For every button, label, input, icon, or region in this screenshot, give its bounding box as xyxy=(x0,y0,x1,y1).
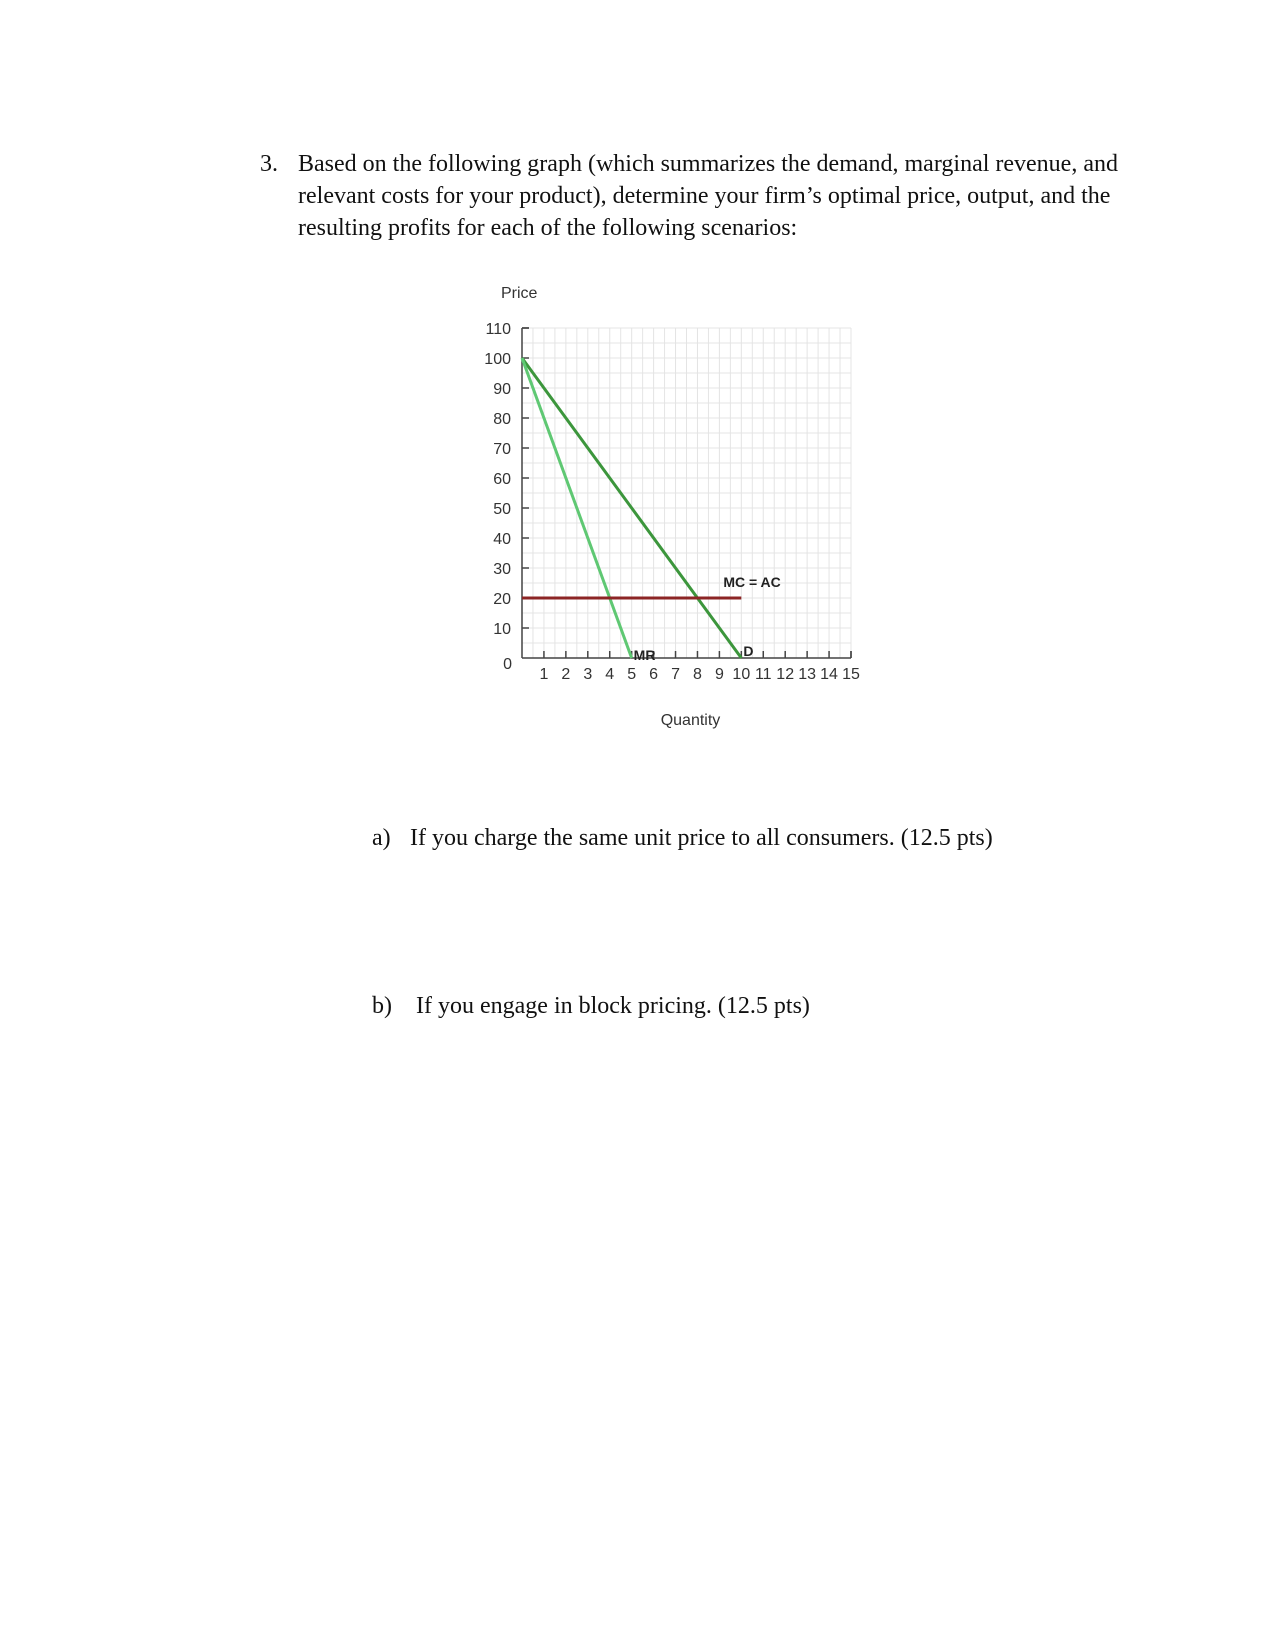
part-a-label: a) xyxy=(372,825,391,851)
x-tick-label: 15 xyxy=(842,666,860,683)
y-axis-title: Price xyxy=(501,285,538,302)
y-tick-label: 70 xyxy=(493,441,511,458)
y-tick-label: 100 xyxy=(484,351,511,368)
question-text: Based on the following graph (which summarizes the demand, marginal revenue, and relevant costs for your product), determine your firm’s optimal price, output, and the resulting profits for each of the following scenarios: xyxy=(298,151,1118,241)
y-tick-label: 10 xyxy=(493,621,511,638)
y-tick-label: 20 xyxy=(493,591,511,608)
question-number: 3. xyxy=(260,151,278,177)
chart-labels xyxy=(484,285,860,729)
y-tick-label: 40 xyxy=(493,531,511,548)
x-tick-label: 5 xyxy=(627,666,637,683)
part-a-text: If you charge the same unit price to all consumers. (12.5 pts) xyxy=(410,825,993,851)
part-b-text: If you engage in block pricing. (12.5 pts) xyxy=(416,993,810,1019)
series-label-mc-ac: MC = AC xyxy=(723,574,781,590)
x-tick-label: 9 xyxy=(714,666,724,683)
x-tick-label: 1 xyxy=(539,666,549,683)
y-tick-label: 50 xyxy=(493,501,511,518)
y-tick-label: 90 xyxy=(493,381,511,398)
x-tick-label: 2 xyxy=(561,666,571,683)
x-tick-label: 8 xyxy=(693,666,702,683)
x-tick-label: 11 xyxy=(754,666,772,683)
x-tick-label: 12 xyxy=(776,666,795,683)
x-tick-label: 4 xyxy=(605,666,615,683)
y-tick-label: 110 xyxy=(485,321,511,338)
series-label-d: D xyxy=(743,643,754,659)
x-tick-label: 7 xyxy=(671,666,680,683)
part-a xyxy=(372,822,993,854)
x-tick-label: 6 xyxy=(649,666,659,683)
y-tick-label: 30 xyxy=(493,561,511,578)
x-tick-label: 14 xyxy=(820,666,838,683)
y-tick-label: 80 xyxy=(493,411,511,428)
x-tick-label: 10 xyxy=(732,666,751,683)
demand-chart xyxy=(0,0,1275,760)
series-label-mr: MR xyxy=(633,647,656,663)
x-tick-label: 3 xyxy=(583,666,593,683)
x-tick-label: 13 xyxy=(798,666,817,683)
y-tick-label: 60 xyxy=(493,471,511,488)
x-axis-title: Quantity xyxy=(660,712,721,729)
part-b-label: b) xyxy=(372,993,392,1019)
part-b xyxy=(372,990,810,1022)
origin-label: 0 xyxy=(503,656,512,673)
